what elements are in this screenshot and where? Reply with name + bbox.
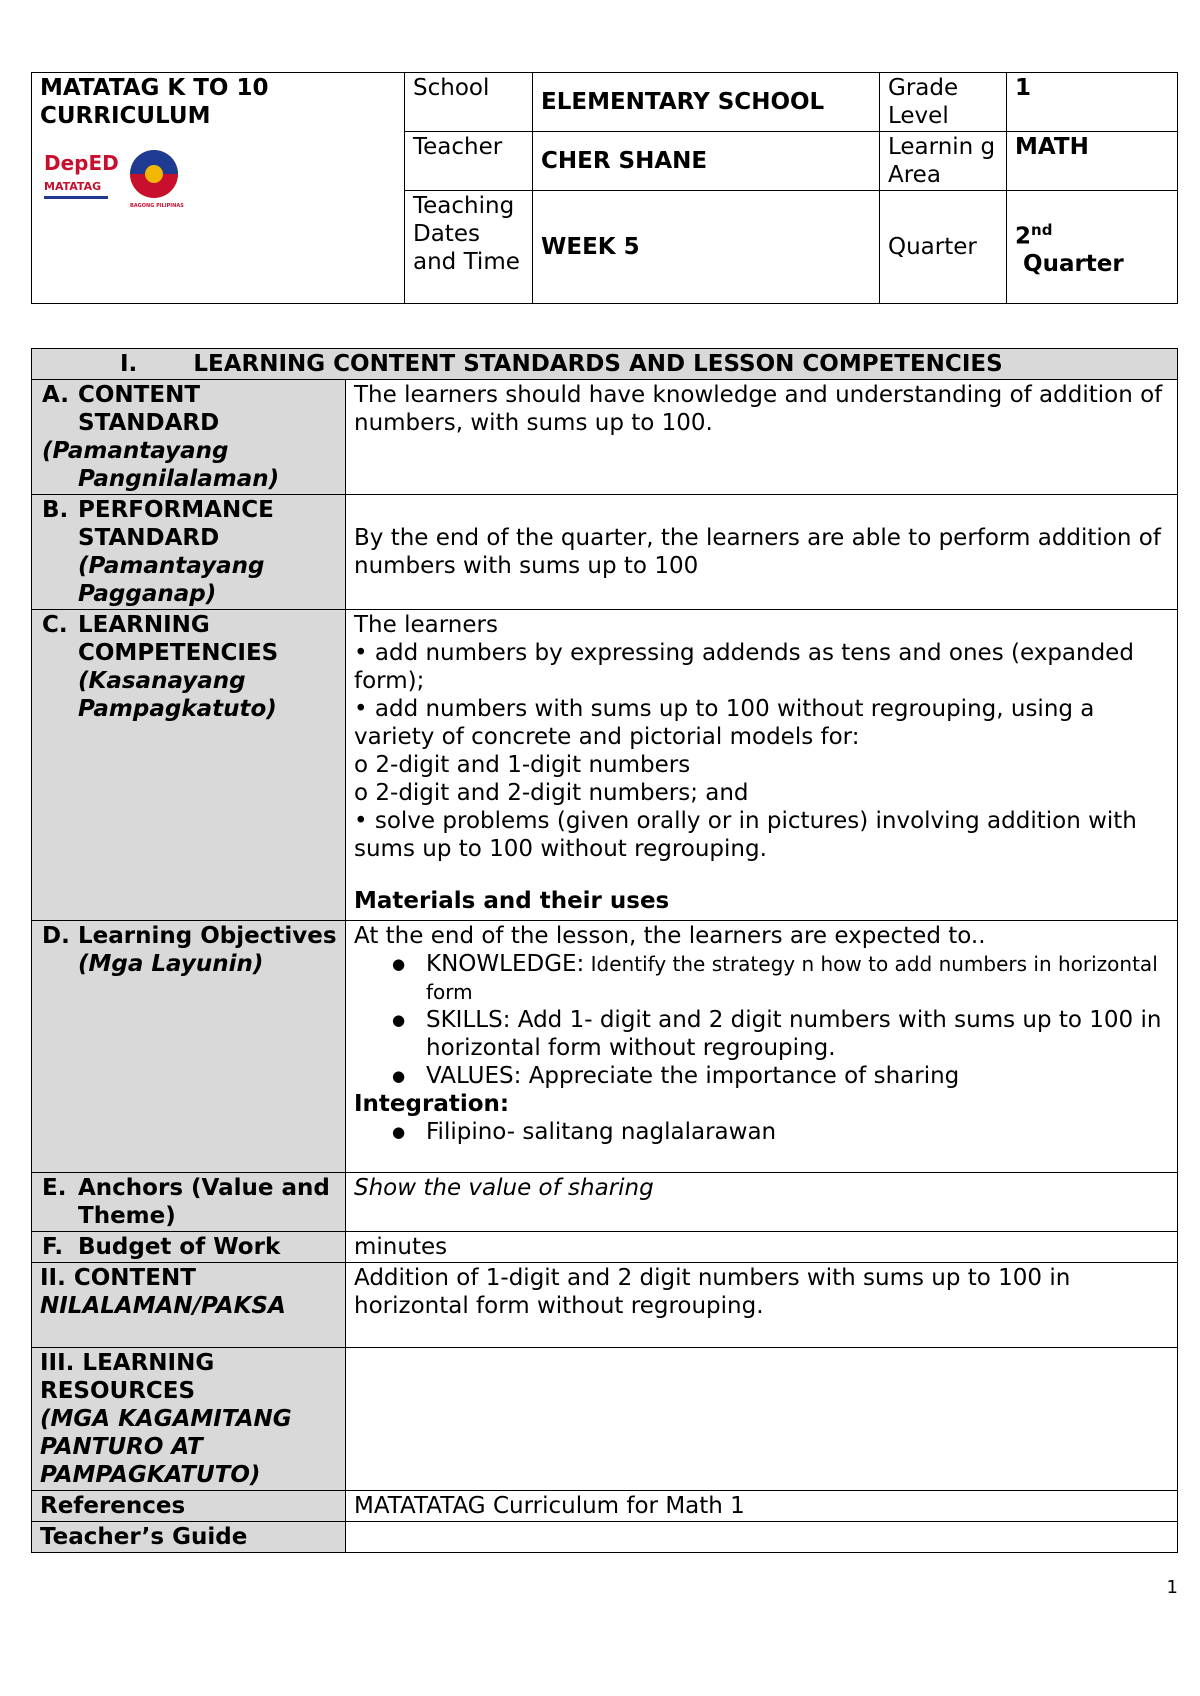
anchors-title: Anchors (Value and Theme) [78,1175,330,1229]
integration-item: ● Filipino- salitang naglalarawan [426,1118,1169,1146]
resources-label [32,1348,346,1491]
competency-line: • add numbers with sums up to 100 without regrouping, using a variety of concrete and pictorial models for: [354,696,1095,750]
curriculum-title: MATATAG K TO 10 CURRICULUM [40,75,269,129]
grade-value: 1 [1007,73,1178,132]
content-standard-title: CONTENT STANDARD [78,382,220,436]
teachers-guide-text [346,1522,1178,1553]
budget-text: minutes [346,1232,1178,1263]
performance-standard-sub: (Pamantayang Pagganap) [78,553,265,607]
section-1-title: I. LEARNING CONTENT STANDARDS AND LESSON COMPETENCIES [32,349,1178,380]
deped-logo-text: DepED [44,151,119,175]
anchors-text: Show the value of sharing [346,1173,1178,1232]
page-number: 1 [1166,1577,1178,1598]
performance-standard-text: By the end of the quarter, the learners are able to perform addition of numbers with sums up to 100 [346,495,1178,610]
references-text: MATATATAG Curriculum for Math 1 [346,1491,1178,1522]
objectives-sub: (Mga Layunin) [78,951,264,977]
competency-line: • add numbers by expressing addends as tens and ones (expanded form); [354,640,1134,694]
quarter-sup: nd [1031,220,1053,239]
objective-skills: ● SKILLS: Add 1- digit and 2 digit numbers with sums up to 100 in horizontal form without regrouping. [426,1006,1169,1062]
area-label: Learnin g Area [880,132,1007,191]
objectives-text [346,921,1178,1173]
school-label: School [405,73,533,132]
dates-label: Teaching Dates and Time [405,191,533,304]
quarter-num: 2 [1015,223,1032,250]
competencies-label: C. LEARNING COMPETENCIES (Kasanayang Pampagkatuto) [32,610,346,921]
budget-label: F. Budget of Work [32,1232,346,1263]
quarter-label: Quarter [880,191,1007,304]
school-value: ELEMENTARY SCHOOL [533,73,880,132]
dates-value: WEEK 5 [533,191,880,304]
objectives-label: D. Learning Objectives (Mga Layunin) [32,921,346,1173]
logos [40,140,396,210]
performance-standard-title: PERFORMANCE STANDARD [78,497,274,551]
performance-standard-label: B. PERFORMANCE STANDARD (Pamantayang Pagganap) [32,495,346,610]
lesson-plan-table [31,348,1178,1553]
content-text: Addition of 1-digit and 2 digit numbers with sums up to 100 in horizontal form without regrouping. [346,1263,1178,1348]
objectives-intro: At the end of the lesson, the learners are expected to.. [354,923,986,949]
competency-line: o 2-digit and 1-digit numbers [354,752,691,778]
deped-logo [40,140,200,210]
objective-knowledge: ● KNOWLEDGE: Identify the strategy n how to add numbers in horizontal form [426,950,1169,1006]
area-value: MATH [1007,132,1178,191]
teacher-value: CHER SHANE [533,132,880,191]
teacher-label: Teacher [405,132,533,191]
competency-line: The learners [354,612,498,638]
integration-list [354,1118,1169,1146]
header-table [31,72,1178,304]
grade-label: Grade Level [880,73,1007,132]
matatag-logo-text: MATATAG [44,180,102,193]
references-label: References [32,1491,346,1522]
resources-sub: (MGA KAGAMITANG PANTURO AT PAMPAGKATUTO) [40,1406,292,1488]
content-title: II. CONTENT [40,1265,196,1291]
resources-text [346,1348,1178,1491]
budget-title: Budget of Work [78,1234,281,1260]
competencies-text [346,610,1178,921]
content-sub: NILALAMAN/PAKSA [40,1293,286,1319]
bagong-pilipinas-text: BAGONG PILIPINAS [130,203,184,209]
resources-title: III. LEARNING RESOURCES [40,1350,215,1404]
integration-heading: Integration: [354,1091,510,1117]
competencies-sub: (Kasanayang Pampagkatuto) [78,668,277,722]
objective-values: ● VALUES: Appreciate the importance of sharing [426,1062,1169,1090]
content-standard-label: A. CONTENT STANDARD (Pamantayang Pangnilalaman) [32,380,346,495]
quarter-value [1007,191,1178,304]
content-standard-sub: (Pamantayang Pangnilalaman) [42,438,280,492]
content-label [32,1263,346,1348]
objectives-list [354,950,1169,1090]
content-standard-text: The learners should have knowledge and understanding of addition of numbers, with sums up to 100. [346,380,1178,495]
quarter-word: Quarter [1023,251,1124,278]
objectives-title: Learning Objectives [78,923,337,949]
competencies-title: LEARNING COMPETENCIES [78,612,279,666]
competency-line: • solve problems (given orally or in pictures) involving addition with sums up to 100 without regrouping. [354,808,1137,862]
materials-heading: Materials and their uses [354,888,670,914]
anchors-label: E. Anchors (Value and Theme) [32,1173,346,1232]
teachers-guide-label: Teacher’s Guide [32,1522,346,1553]
curriculum-cell [32,73,405,304]
competency-line: o 2-digit and 2-digit numbers; and [354,780,749,806]
